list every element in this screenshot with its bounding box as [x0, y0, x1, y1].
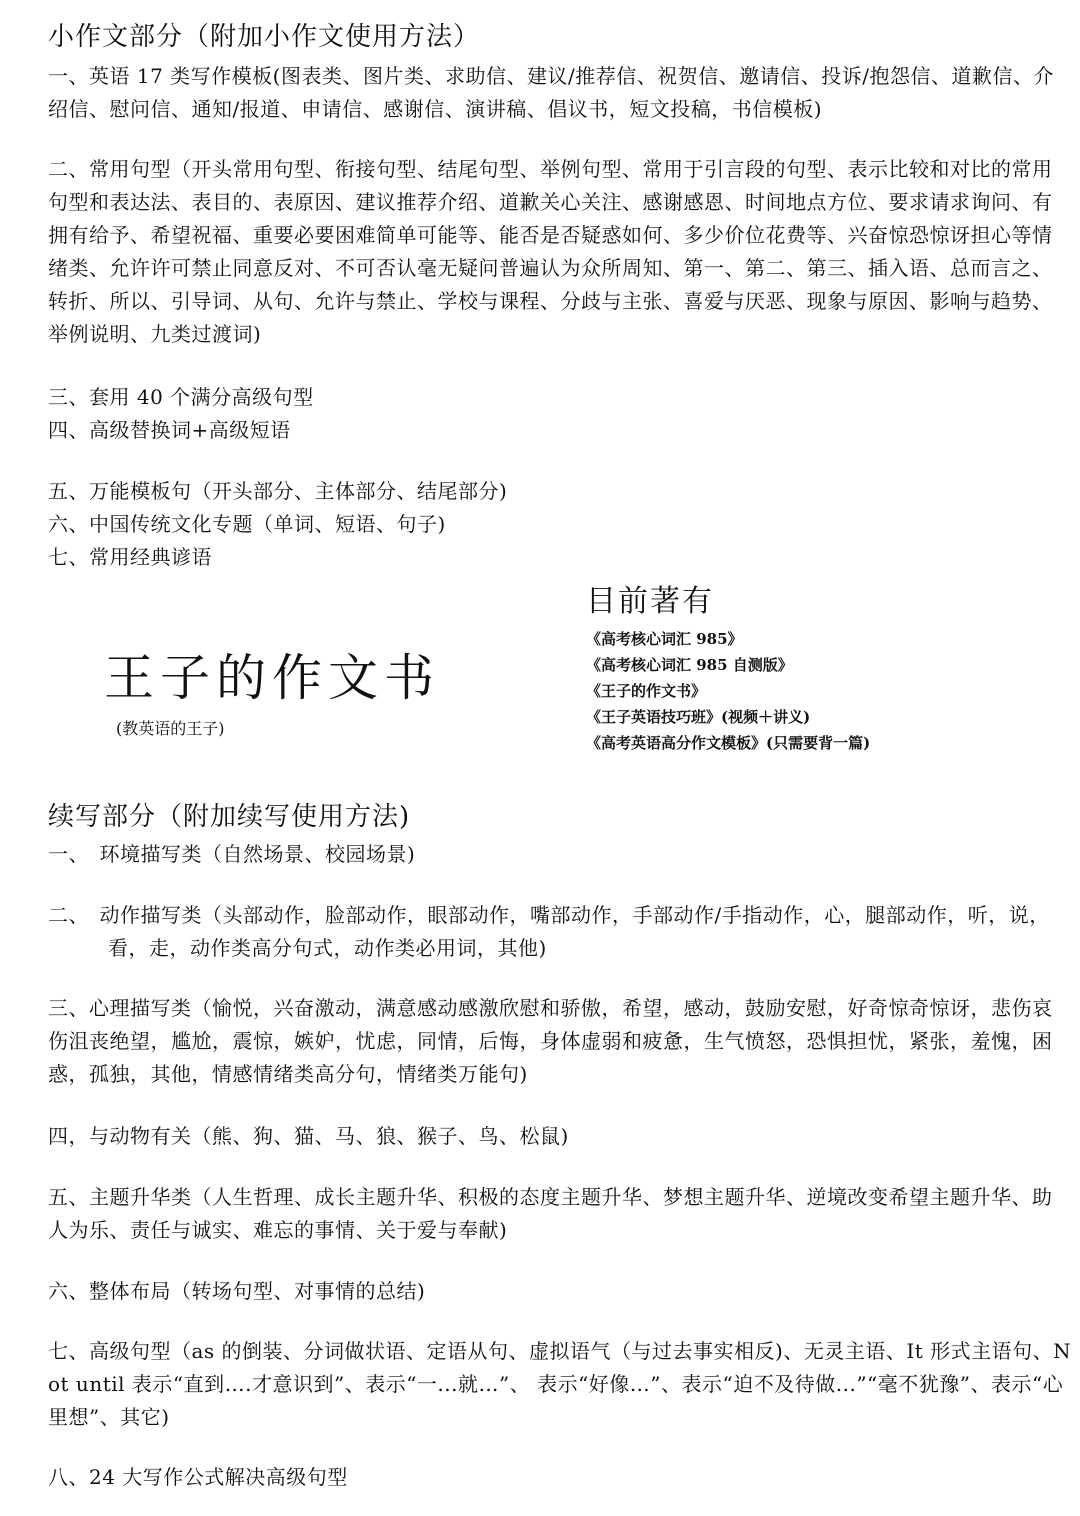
book-subtitle: (教英语的王子) — [116, 719, 225, 738]
section-b-item-2: 二、 动作描写类（头部动作，脸部动作，眼部动作，嘴部动作，手部动作/手指动作，心，腿部动作，听，说，看，走，动作类高分句式，动作类必用词，其他) — [48, 903, 1050, 960]
section-a-item-6: 六、中国传统文化专题（单词、短语、句子) — [48, 512, 446, 536]
works-heading: 目前著有 — [586, 584, 714, 619]
works-item: 《王子的作文书》 — [586, 682, 707, 700]
section-a-item-5: 五、万能模板句（开头部分、主体部分、结尾部分) — [48, 479, 508, 503]
section-a-item-2: 二、常用句型（开头常用句型、衔接句型、结尾句型、举例句型、常用于引言段的句型、表示比较和对比的常用句型和表达法、表目的、表原因、建议推荐介绍、道歉关心关注、感谢感恩、时间地点方位、要求请求询问、有拥有给予、希望祝福、重要必要困难简单可能等、能否是否疑惑如何、多少价位花费等、兴奋惊恐惊讶担心等情绪类、允许许可禁止同意反对、不可否认毫无疑问普遍认为众所周知、第一、第二、第三、插入语、总而言之、转折、所以、引导词、从句、允许与禁止、学校与课程、分歧与主张、喜爱与厌恶、现象与原因、影响与趋势、举例说明、九类过渡词) — [48, 157, 1053, 346]
section-b-item-4: 四，与动物有关（熊、狗、猫、马、狼、猴子、鸟、松鼠) — [48, 1124, 569, 1148]
book-title: 王子的作文书 — [104, 649, 440, 707]
section-a-item-1: 一、英语 17 类写作模板(图表类、图片类、求助信、建议/推荐信、祝贺信、邀请信、投诉/抱怨信、道歉信、介绍信、慰问信、通知/报道、申请信、感谢信、演讲稿、倡议书，短文投稿，书信模板) — [48, 64, 1054, 121]
section-a-heading: 小作文部分（附加小作文使用方法） — [48, 22, 481, 52]
works-item: 《高考核心词汇 985 自测版》 — [586, 656, 793, 674]
section-b-item-1: 一、 环境描写类（自然场景、校园场景) — [48, 842, 416, 866]
section-a-item-7: 七、常用经典谚语 — [48, 545, 212, 569]
section-b-heading: 续写部分（附加续写使用方法) — [48, 802, 411, 832]
works-item: 《高考英语高分作文模板》(只需要背一篇) — [586, 734, 871, 752]
section-b-item-7: 七、高级句型（as 的倒装、分词做状语、定语从句、虚拟语气（与过去事实相反)、无灵主语、It 形式主语句、Not until 表示“直到….才意识到”、表示“一...就…”、 表示“好像…”、表示“迫不及待做...”“毫不犹豫”、表示“心里想”、其它) — [48, 1339, 1072, 1429]
section-a-item-3: 三、套用 40 个满分高级句型 — [48, 385, 314, 409]
works-item: 《高考核心词汇 985》 — [586, 630, 743, 648]
works-block — [586, 582, 870, 756]
book-title-block — [104, 646, 440, 740]
works-list — [586, 626, 870, 756]
section-a-item-4: 四、高级替换词+高级短语 — [48, 418, 291, 442]
section-b-item-5: 五、主题升华类（人生哲理、成长主题升华、积极的态度主题升华、梦想主题升华、逆境改变希望主题升华、助人为乐、责任与诚实、难忘的事情、关于爱与奉献) — [48, 1185, 1053, 1242]
works-item: 《王子英语技巧班》(视频＋讲义) — [586, 708, 811, 726]
section-b-item-3: 三、心理描写类（愉悦，兴奋激动，满意感动感激欣慰和骄傲，希望，感动，鼓励安慰，好奇惊奇惊讶，悲伤哀伤沮丧绝望，尴尬，震惊，嫉妒，忧虑，同情，后悔，身体虚弱和疲惫，生气愤怒，恐惧担忧，紧张，羞愧，困惑，孤独，其他，情感情绪类高分句，情绪类万能句) — [48, 996, 1053, 1086]
section-b-item-6: 六、整体布局（转场句型、对事情的总结) — [48, 1279, 426, 1303]
section-b-item-8: 八、24 大写作公式解决高级句型 — [48, 1465, 348, 1489]
